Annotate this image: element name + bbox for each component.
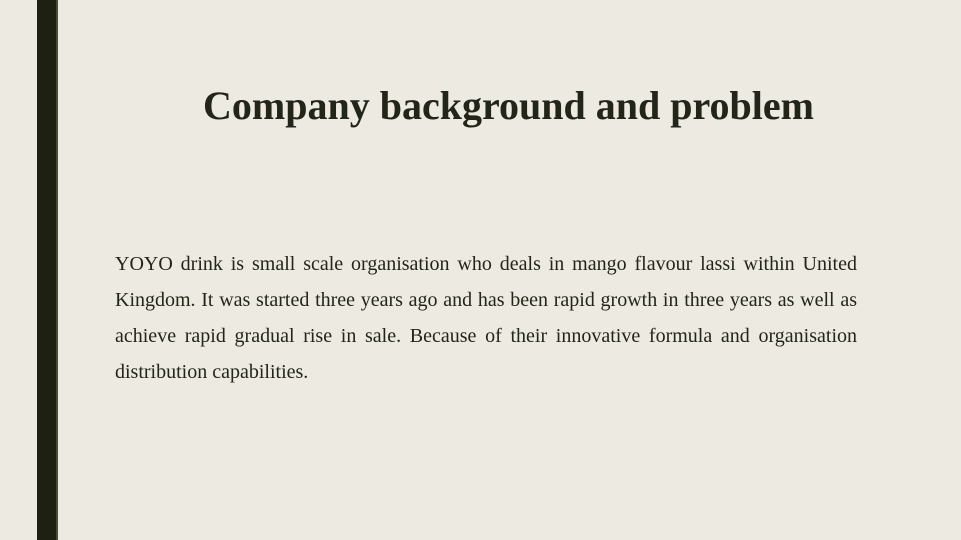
slide-title: Company background and problem [203,82,814,128]
left-accent-bar [37,0,58,540]
slide-body-paragraph: YOYO drink is small scale organisation who deals in mango flavour lassi within United Kingdom. It was started three years ago and has been rapid growth in three years as well as achieve rapid gradual rise in sale. Because of their innovative formula and organisation distribution capabilities. [115,253,857,383]
